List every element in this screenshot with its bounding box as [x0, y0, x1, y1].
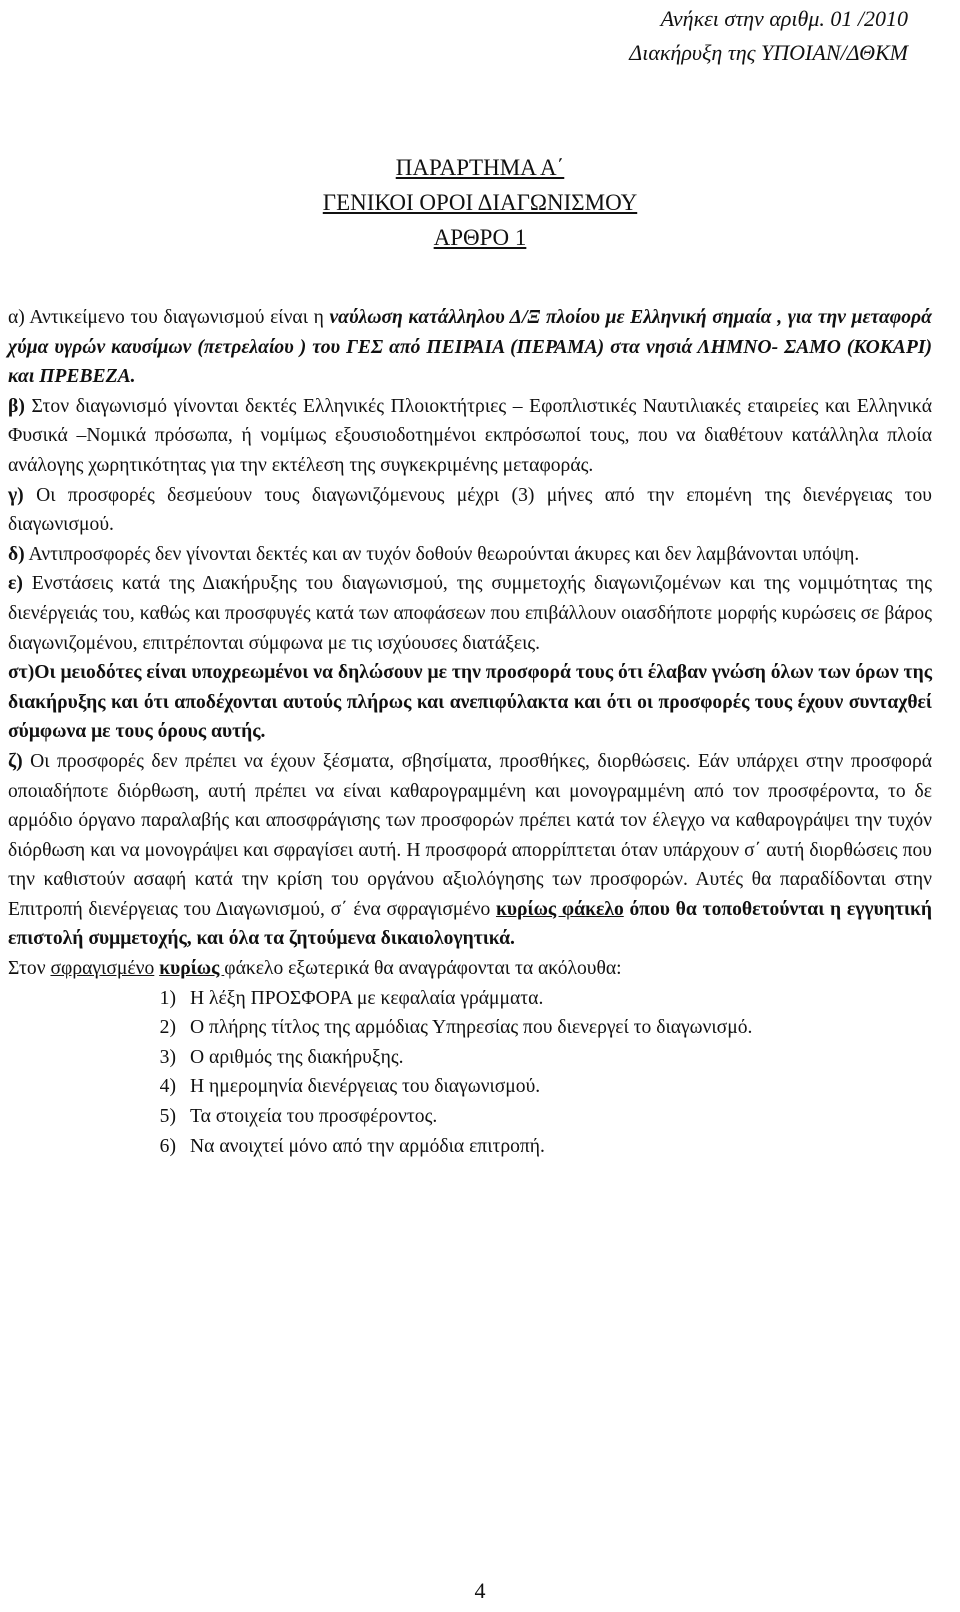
list-item-number: 6) — [159, 1135, 176, 1157]
paragraph-d-text: Αντιπροσφορές δεν γίνονται δεκτές και αν τυχόν δοθούν θεωρούνται άκυρες και δεν λαμβάνονται υπόψη. — [24, 543, 860, 565]
paragraph-z-envelope: κυρίως φάκελο — [496, 898, 624, 920]
paragraph-c — [8, 481, 932, 540]
list-item-text: Η ημερομηνία διενέργειας του διαγωνισμού. — [190, 1076, 541, 1098]
list-item-text: Η λέξη ΠΡΟΣΦΟΡΑ με κεφαλαία γράμματα. — [190, 987, 544, 1009]
list-item-text: Ο πλήρης τίτλος της αρμόδιας Υπηρεσίας που διενεργεί το διαγωνισμό. — [190, 1017, 753, 1039]
annex-subtitle: ΓΕΝΙΚΟΙ ΟΡΟΙ ΔΙΑΓΩΝΙΣΜΟΥ — [322, 190, 638, 215]
list-item-number: 1) — [159, 987, 176, 1009]
paragraph-z-label: ζ) — [8, 750, 23, 772]
list-item — [8, 1013, 932, 1043]
list-item-number: 4) — [159, 1076, 176, 1098]
list-item-text: Ο αριθμός της διακήρυξης. — [190, 1046, 404, 1068]
annex-title: ΠΑΡΑΡΤΗΜΑ Α΄ — [395, 155, 565, 180]
list-item-text: Να ανοιχτεί μόνο από την αρμόδια επιτροπή. — [190, 1135, 545, 1157]
paragraph-a-text: α) Αντικείμενο του διαγωνισμού είναι η — [8, 307, 330, 328]
envelope-intro-main: κυρίως — [159, 958, 225, 980]
page-number: 4 — [474, 1578, 486, 1603]
document-body — [8, 303, 932, 1161]
paragraph-d — [8, 540, 932, 570]
envelope-intro-tail: φάκελο εξωτερικά θα αναγράφονται τα ακόλουθα: — [224, 958, 622, 980]
envelope-intro — [8, 954, 932, 984]
list-item — [8, 1043, 932, 1073]
header-reference: Ανήκει στην αριθμ. 01 /2010 — [660, 6, 908, 31]
paragraph-e — [8, 569, 932, 658]
list-item-text: Τα στοιχεία του προσφέροντος. — [190, 1106, 438, 1128]
paragraph-z-text: Οι προσφορές δεν πρέπει να έχουν ξέσματα, σβησίματα, προσθήκες, διορθώσεις. Εάν υπάρχει στην προσφορά οποιαδήποτε διόρθωση, αυτή πρέπει να είναι καθαρογραμμένη και μονογραμμένη από τον προσφέροντα, το δε αρμόδιο όργανο παραλαβής και αποσφράγισης των προσφορών πρέπει κατά τον έλεγχο να καθαρογράψει την τυχόν διόρθωση και να μονογράψει και σφραγίσει αυτή. Η προσφορά απορρίπτεται όταν υπάρχουν σ΄ αυτή διορθώσεις που την καθιστούν ασαφή κατά την κρίση του οργάνου αξιολόγησης των προσφορών. Αυτές θα παραδίδονται στην Επιτροπή διενέργειας του Διαγωνισμού, σ΄ ένα σφραγισμένο — [8, 750, 932, 920]
paragraph-a — [8, 303, 932, 392]
paragraph-b-text: Στον διαγωνισμό γίνονται δεκτές Ελληνικές Πλοιοκτήτριες – Εφοπλιστικές Ναυτιλιακές εταιρείες και Ελληνικά Φυσικά –Νομικά πρόσωπα, ή νομίμως εξουσιοδοτημένοι εκπρόσωποί τους, που να διαθέτουν κατάλληλα πλοία ανάλογης χωρητικότητας για την εκτέλεση της συγκεκριμένης μεταφοράς. — [8, 395, 932, 476]
header-issuer: Διακήρυξη της ΥΠΟΙΑΝ/ΔΘΚΜ — [629, 40, 908, 65]
paragraph-z-tail: όπου θα τοποθετούνται η εγγυητική επιστολή συμμετοχής, και όλα τα ζητούμενα δικαιολογητικά. — [8, 898, 932, 950]
list-item-number: 2) — [159, 1017, 176, 1039]
paragraph-st-text: στ)Οι μειοδότες είναι υποχρεωμένοι να δηλώσουν με την προσφορά τους ότι έλαβαν γνώση όλων των όρων της διακήρυξης και ότι αποδέχονται αυτούς πλήρως και ανεπιφύλακτα και ότι οι προσφορές τους έχουν συνταχθεί σύμφωνα με τους όρους αυτής. — [8, 662, 932, 743]
list-item-number: 3) — [159, 1046, 176, 1068]
list-item — [8, 1102, 932, 1132]
paragraph-e-text: Ενστάσεις κατά της Διακήρυξης του διαγωνισμού, της συμμετοχής διαγωνιζομένων και της νομιμότητας της διενέργειάς του, καθώς και προσφυγές κατά των αποφάσεων που επιβάλλουν οιασδήποτε μορφής κυρώσεις σε βάρος διαγωνιζομένου, επιτρέπονται σύμφωνα με τις ισχύουσες διατάξεις. — [8, 573, 932, 654]
paragraph-st — [8, 658, 932, 747]
envelope-list — [8, 984, 932, 1162]
list-item — [8, 1072, 932, 1102]
paragraph-c-text: Οι προσφορές δεσμεύουν τους διαγωνιζόμενους μέχρι (3) μήνες από την επομένη της διενέργειας του διαγωνισμού. — [8, 484, 932, 536]
paragraph-d-label: δ) — [8, 543, 25, 565]
envelope-intro-sealed: σφραγισμένο — [50, 958, 155, 980]
list-item — [8, 1132, 932, 1162]
paragraph-b — [8, 392, 932, 481]
annex-heading — [0, 150, 960, 255]
paragraph-c-label: γ) — [8, 484, 24, 506]
list-item-number: 5) — [159, 1106, 176, 1128]
paragraph-e-label: ε) — [8, 573, 23, 595]
paragraph-b-label: β) — [8, 395, 25, 417]
article-title: ΑΡΘΡΟ 1 — [433, 225, 527, 250]
paragraph-a-emphasis: ναύλωση κατάλληλου Δ/Ξ πλοίου με Ελληνική σημαία , για την μεταφορά χύμα υγρών καυσίμων (πετρελαίου ) του ΓΕΣ από ΠΕΙΡΑΙΑ (ΠΕΡΑΜΑ) στα νησιά ΛΗΜΝΟ- ΣΑΜΟ (ΚΟΚΑΡΙ) και ΠΡΕΒΕΖΑ. — [8, 307, 932, 388]
envelope-intro-text: Στον — [8, 958, 51, 980]
list-item — [8, 984, 932, 1014]
document-header — [629, 2, 908, 70]
paragraph-z — [8, 747, 932, 954]
